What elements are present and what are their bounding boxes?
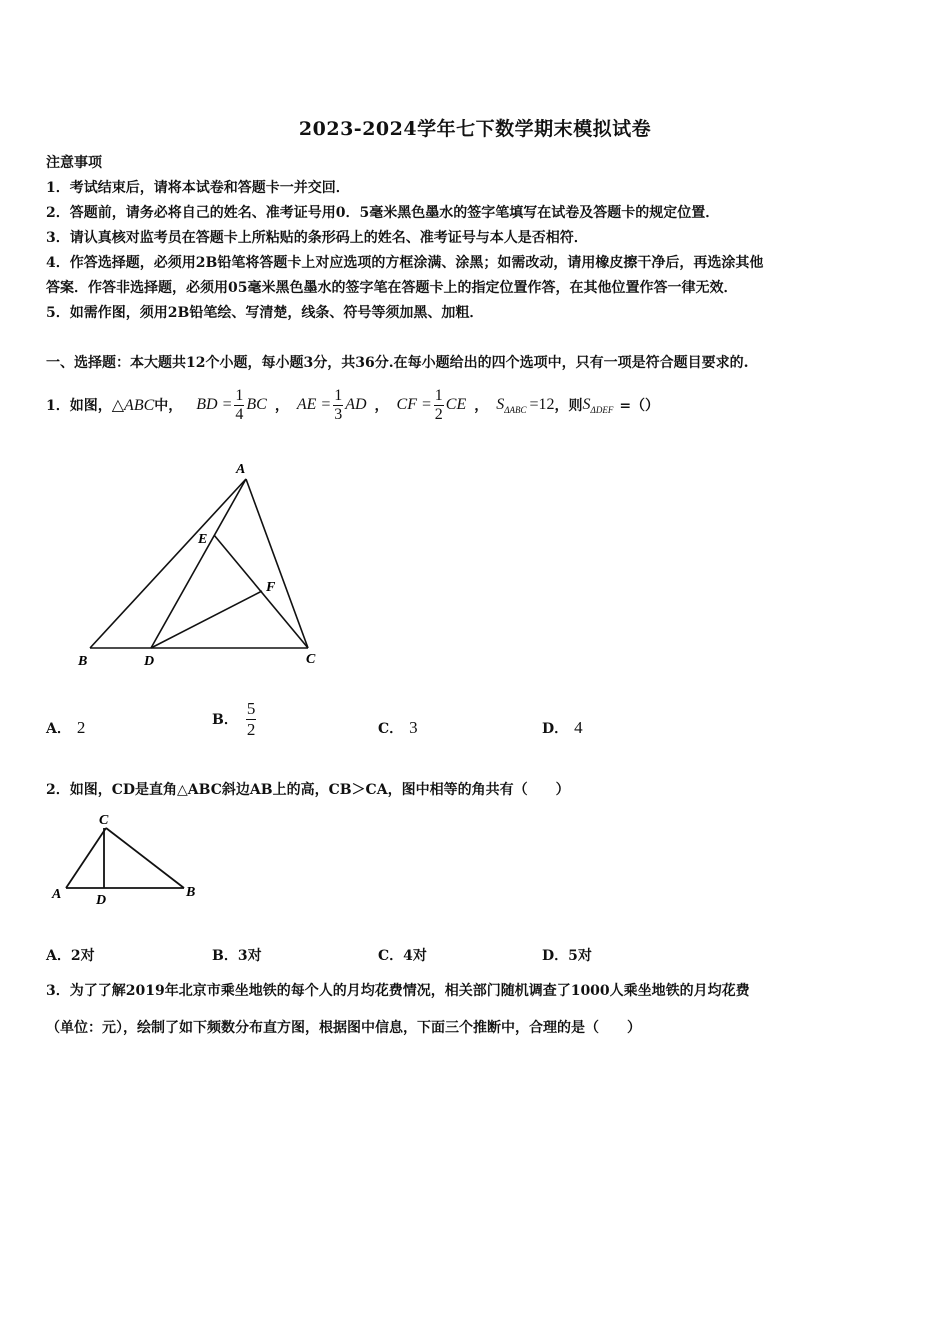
q1-figure-lines [90,479,308,648]
q1-cond3-fraction: $\frac{1}{2}$ [434,386,443,423]
q1-cond3-right: CE [445,396,467,413]
notice-heading: 注意事项 [46,155,102,171]
q2-option-a[interactable]: A．2对 [46,948,95,964]
label-e: E [198,532,208,547]
segment-ad [151,479,246,648]
notice-item: 2．答题前，请务必将自己的姓名、准考证号用0．5毫米黑色墨水的签字笔填写在试卷及答题卡的规定位置． [46,205,720,221]
label-d: D [96,893,107,908]
q1-cond1-fraction: $\frac{1}{4}$ [235,386,244,423]
notice-item: 答案．作答非选择题，必须用05毫米黑色墨水的签字笔在答题卡上的指定位置作答，在其他位置作答一律无效． [46,280,738,296]
q2-triangle-figure [46,808,206,908]
q1-cond2-left: AE = [296,396,332,413]
q1-area-value: =12 [529,396,555,413]
q1-area-s: S [496,396,505,413]
section-heading: 一、选择题：本大题共12个小题，每小题3分，共36分.在每小题给出的四个选项中，只有一项是符合题目要求的. [46,355,749,371]
segment-cb [106,828,184,888]
q1-area-sub: ΔABC [504,405,527,415]
q1-ask-tail: =（） [619,398,660,414]
question-2: 2．如图，CD是直角△ABC斜边AB上的高，CB＞CA，图中相等的角共有（ ） [46,782,570,798]
page-title: 2023-2024学年七下数学期末模拟试卷 [298,118,652,140]
q1-cond1-right: BC [246,396,267,413]
q1-zhong: 中， [154,398,183,414]
label-c: C [306,652,316,667]
comma: ， [374,398,389,414]
segment-ac [246,479,308,648]
q1-option-a[interactable]: A． 2 [46,718,86,737]
q2-figure-lines [66,828,184,888]
notice-item: 1．考试结束后，请将本试卷和答题卡一并交回． [46,180,350,196]
q1-ask-s: S [582,396,591,413]
question-1 [46,383,659,427]
label-a: A [52,887,62,902]
notice-item: 4．作答选择题，必须用2B铅笔将答题卡上对应选项的方框涂满、涂黑；如需改动，请用橡皮擦干净后，再选涂其他 [46,255,764,271]
notice-item: 5．如需作图，须用2B铅笔绘、写清楚，线条、符号等须加黑、加粗． [46,305,484,321]
notice-item: 3．请认真核对监考员在答题卡上所粘贴的条形码上的姓名、准考证号与本人是否相符． [46,230,588,246]
q1-cond2-fraction: $\frac{1}{3}$ [334,386,343,423]
q1-ask-sub: ΔDEF [590,405,614,415]
q1-cond1-left: BD = [196,396,233,413]
q2-option-b[interactable]: B．3对 [212,948,262,964]
label-b: B [78,654,88,669]
q1-option-d[interactable]: D． 4 [542,718,583,737]
question-3-line-2: （单位：元），绘制了如下频数分布直方图，根据图中信息，下面三个推断中，合理的是（ ） [46,1020,641,1036]
label-a: A [236,462,246,477]
q2-option-c[interactable]: C．4对 [378,948,427,964]
label-f: F [266,580,276,595]
q1-option-b[interactable]: B． $\frac{5}{2}$ [212,698,256,739]
comma: ， [274,398,289,414]
question-3-line-1: 3．为了了解2019年北京市乘坐地铁的每个人的月均花费情况，相关部门随机调查了1000人乘坐地铁的月均花费 [46,983,750,999]
q2-option-d[interactable]: D．5对 [542,948,592,964]
segment-ab [90,479,246,648]
comma: ， [474,398,489,414]
q1-triangle: △ABC [111,397,155,414]
q1-triangle-figure [70,455,330,675]
label-c: C [99,813,109,828]
label-d: D [144,654,155,669]
q1-option-c[interactable]: C． 3 [378,718,418,737]
q1-cond2-right: AD [345,396,367,413]
q1-cond3-left: CF = [396,396,432,413]
q1-prefix: 1．如图， [46,398,112,414]
label-b: B [186,885,196,900]
segment-ac [66,828,106,888]
q1-ze: ，则 [554,398,583,414]
